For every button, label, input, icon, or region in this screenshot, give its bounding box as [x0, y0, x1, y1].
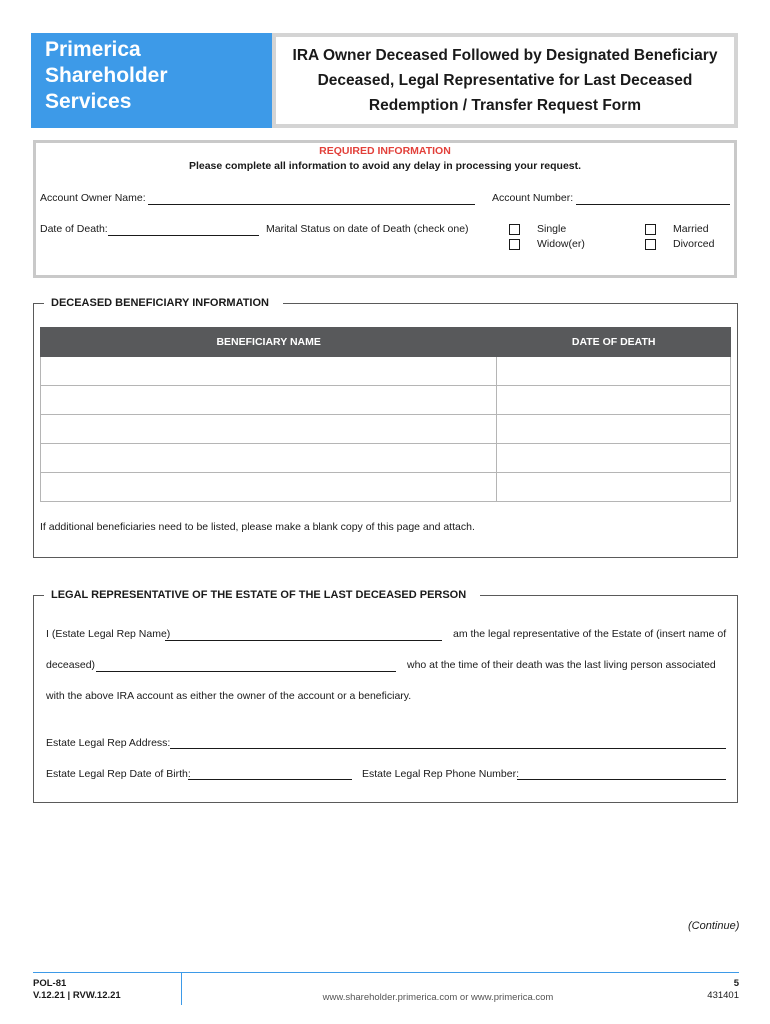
- address-field[interactable]: [170, 748, 726, 749]
- legal-rep-name-field[interactable]: [165, 640, 442, 641]
- estate-of-text: am the legal representative of the Estate of (insert name of: [453, 628, 727, 640]
- brand-line-1: Primerica: [45, 38, 141, 61]
- brand-line-2: Shareholder: [45, 64, 168, 87]
- beneficiary-death-date-cell[interactable]: [497, 444, 731, 473]
- single-checkbox[interactable]: [509, 224, 520, 235]
- beneficiary-name-cell[interactable]: [41, 473, 497, 502]
- date-of-death-field[interactable]: [108, 235, 259, 236]
- websites-text: www.shareholder.primerica.com or www.primerica.com: [322, 992, 554, 1003]
- form-code: POL-81: [33, 978, 67, 989]
- legal-rep-name-label: I (Estate Legal Rep Name): [46, 628, 171, 640]
- table-row: [41, 386, 731, 415]
- widower-checkbox[interactable]: [509, 239, 520, 250]
- table-row: [41, 357, 731, 386]
- form-title: IRA Owner Deceased Followed by Designated Beneficiary Deceased, Legal Representative for Last Deceased Redemption / Transfer Request Form: [292, 47, 718, 114]
- divorced-label: Divorced: [673, 238, 715, 250]
- phone-field[interactable]: [517, 779, 726, 780]
- page-number: 5: [733, 978, 739, 989]
- marital-status-label: Marital Status on date of Death (check one): [266, 223, 469, 235]
- beneficiary-name-cell[interactable]: [41, 444, 497, 473]
- divorced-checkbox[interactable]: [645, 239, 656, 250]
- ira-account-text: with the above IRA account as either the owner of the account or a beneficiary.: [46, 690, 412, 702]
- dob-label: Estate Legal Rep Date of Birth:: [46, 768, 191, 780]
- beneficiary-section-title: DECEASED BENEFICIARY INFORMATION: [44, 297, 283, 309]
- version-text: V.12.21 | RVW.12.21: [33, 990, 121, 1001]
- beneficiary-table: [40, 327, 731, 502]
- beneficiary-death-date-cell[interactable]: [497, 386, 731, 415]
- date-of-death-header: DATE OF DEATH: [497, 328, 731, 357]
- table-row: [41, 473, 731, 502]
- married-checkbox[interactable]: [645, 224, 656, 235]
- widower-label: Widow(er): [537, 238, 585, 250]
- married-label: Married: [673, 223, 709, 235]
- owner-name-label: Account Owner Name:: [40, 192, 146, 204]
- beneficiary-name-cell[interactable]: [41, 415, 497, 444]
- table-row: [41, 444, 731, 473]
- last-living-text: who at the time of their death was the last living person associated: [407, 659, 716, 671]
- doc-number: 431401: [707, 990, 739, 1001]
- beneficiary-death-date-cell[interactable]: [497, 357, 731, 386]
- single-label: Single: [537, 223, 567, 235]
- phone-label: Estate Legal Rep Phone Number:: [362, 768, 520, 780]
- beneficiary-note: If additional beneficiaries need to be listed, please make a blank copy of this page and attach.: [40, 521, 475, 533]
- deceased-name-field[interactable]: [96, 671, 396, 672]
- legal-rep-section-title: LEGAL REPRESENTATIVE OF THE ESTATE OF THE LAST DECEASED PERSON: [44, 589, 480, 601]
- brand-panel: [31, 33, 272, 128]
- deceased-label: deceased): [46, 659, 96, 671]
- dob-field[interactable]: [188, 779, 352, 780]
- continue-text: (Continue): [688, 920, 740, 932]
- account-number-label: Account Number:: [492, 192, 574, 204]
- beneficiary-name-cell[interactable]: [41, 386, 497, 415]
- brand-line-3: Services: [45, 90, 132, 113]
- form-title-box: [272, 33, 738, 128]
- footer-rule: [33, 972, 739, 973]
- table-row: [41, 415, 731, 444]
- beneficiary-death-date-cell[interactable]: [497, 473, 731, 502]
- beneficiary-death-date-cell[interactable]: [497, 415, 731, 444]
- date-of-death-label: Date of Death:: [40, 223, 108, 235]
- account-number-field[interactable]: [576, 204, 730, 205]
- required-instruction: Please complete all information to avoid any delay in processing your request.: [188, 160, 582, 172]
- required-heading: REQUIRED INFORMATION: [319, 145, 451, 157]
- owner-name-field[interactable]: [148, 204, 475, 205]
- beneficiary-name-cell[interactable]: [41, 357, 497, 386]
- beneficiary-name-header: BENEFICIARY NAME: [41, 328, 497, 357]
- address-label: Estate Legal Rep Address:: [46, 737, 171, 749]
